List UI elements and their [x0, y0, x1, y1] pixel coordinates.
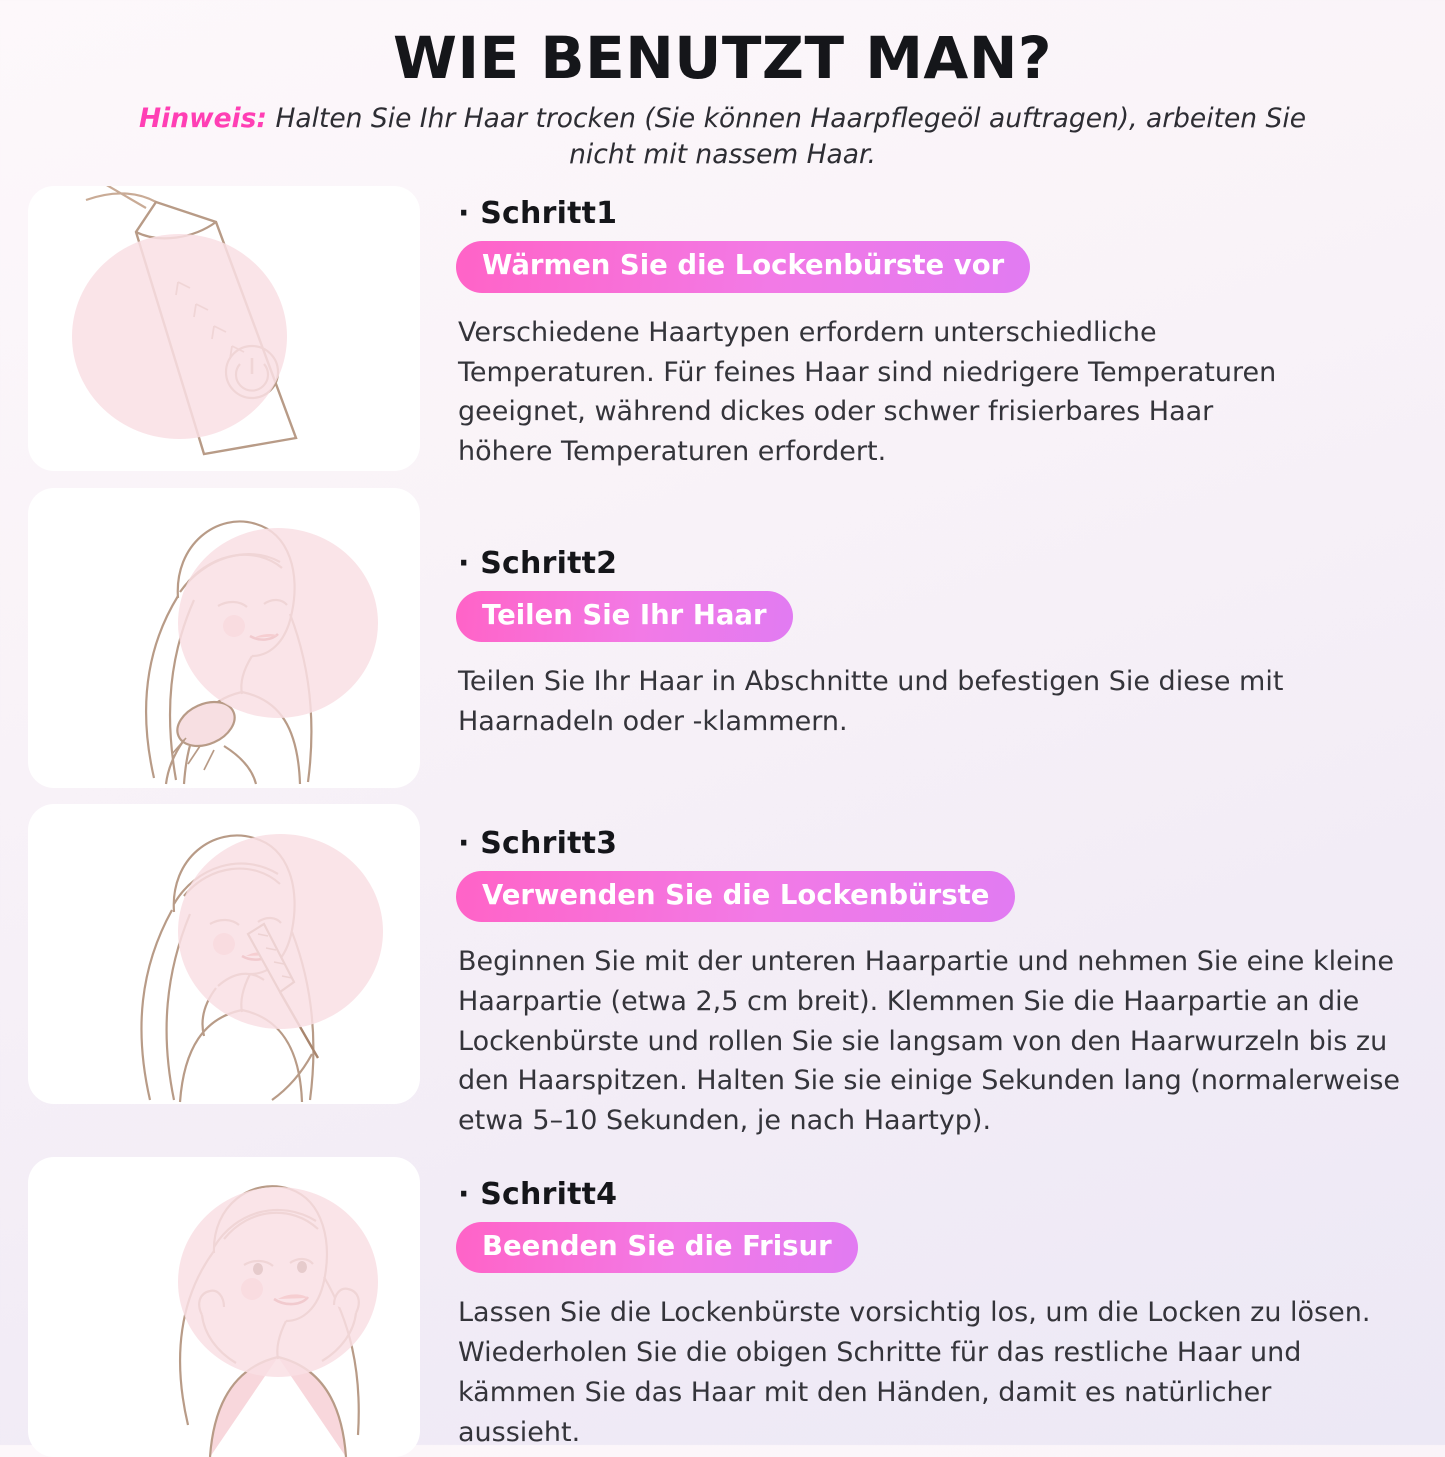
step-headline-pill: Teilen Sie Ihr Haar: [456, 591, 793, 643]
page-title: WIE BENUTZT MAN?: [393, 24, 1052, 92]
step-label: · Schritt2: [458, 545, 618, 581]
step-label: · Schritt4: [458, 1176, 618, 1212]
step-body: [456, 488, 1417, 742]
step-description: Teilen Sie Ihr Haar in Abschnitte und befestigen Sie diese mit Haarnadeln oder -klammern.: [458, 666, 1284, 738]
step-headline-pill: Beenden Sie die Frisur: [456, 1222, 858, 1274]
step-item: [28, 1157, 1417, 1457]
step-description: Lassen Sie die Lockenbürste vorsichtig los, um die Locken zu lösen. Wiederholen Sie die obigen Schritte für das restliche Haar und kämmen Sie das Haar mit den Händen, damit es natürlicher aussieht.: [458, 1297, 1371, 1448]
steps-list: [28, 186, 1417, 1456]
woman-finishing-hairstyle-illustration: [28, 1157, 420, 1457]
note-label: Hinweis:: [138, 102, 268, 134]
step-label: · Schritt1: [458, 196, 618, 232]
step-description: Beginnen Sie mit der unteren Haarpartie und nehmen Sie eine kleine Haarpartie (etwa 2,5 cm breit). Klemmen Sie die Haarpartie an die Lockenbürste und rollen Sie sie langsam von den Haarwurzeln bis zu den Haarspitzen. Halten Sie sie einige Sekunden lang (normalerweise etwa 5–10 Sekunden, je nach Haartyp).: [458, 946, 1401, 1137]
step-headline-pill: Verwenden Sie die Lockenbürste: [456, 871, 1015, 923]
woman-sectioning-hair-illustration: [28, 488, 420, 788]
woman-using-curling-brush-illustration: [28, 804, 420, 1104]
step-headline-pill: Wärmen Sie die Lockenbürste vor: [456, 241, 1030, 293]
step-body: [456, 1157, 1417, 1452]
step-item: [28, 186, 1417, 471]
step-item: [28, 804, 1417, 1141]
curling-brush-device-illustration: [28, 186, 420, 471]
step-item: [28, 488, 1417, 788]
note-line: [118, 101, 1328, 173]
step-body: [456, 804, 1417, 1141]
note-text: Halten Sie Ihr Haar trocken (Sie können Haarpflegeöl auftragen), arbeiten Sie nicht mit nassem Haar.: [275, 102, 1307, 170]
step-body: [456, 186, 1417, 471]
step-label: · Schritt3: [458, 825, 618, 861]
step-description: Verschiedene Haartypen erfordern unterschiedliche Temperaturen. Für feines Haar sind niedrigere Temperaturen geeignet, während dickes oder schwer frisierbares Haar höhere Temperaturen erfordert.: [458, 317, 1277, 468]
